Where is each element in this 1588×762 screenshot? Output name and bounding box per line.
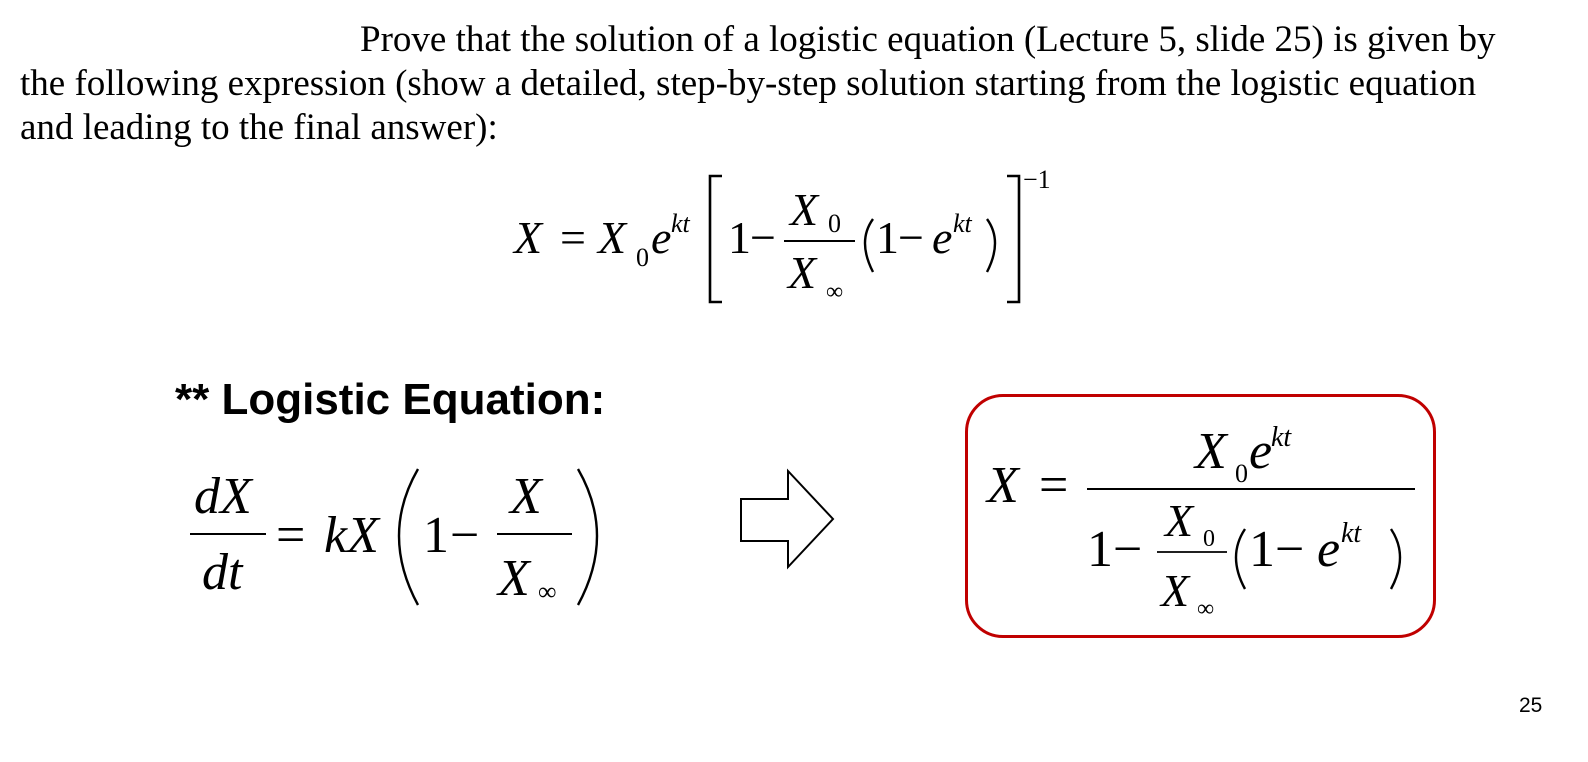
top-eq-e: e xyxy=(651,212,672,263)
top-eq-x0-sub: 0 xyxy=(636,243,649,272)
boxed-result-equation xyxy=(965,394,1436,638)
top-equation xyxy=(0,0,1588,330)
boxed-eq-den-minus: − xyxy=(1113,521,1143,578)
boxed-eq-inner-e: e xyxy=(1317,521,1341,578)
top-eq-frac-num: X xyxy=(790,184,819,235)
boxed-eq-frac-num-sub: 0 xyxy=(1203,526,1215,552)
logistic-equation-heading: ** Logistic Equation: xyxy=(175,375,606,424)
page-number: 25 xyxy=(1519,694,1543,717)
boxed-eq-inner-minus: − xyxy=(1275,521,1305,578)
logistic-eq-kx: kX xyxy=(324,507,379,564)
logistic-eq-right-paren xyxy=(578,469,597,605)
boxed-eq-lhs: X xyxy=(987,457,1019,514)
logistic-eq-frac-num: X xyxy=(510,468,542,525)
top-eq-lhs: X xyxy=(514,212,543,263)
boxed-eq-inner-one: 1 xyxy=(1249,521,1275,578)
logistic-eq-one: 1 xyxy=(423,507,449,564)
boxed-eq-num-e: e xyxy=(1249,423,1273,480)
boxed-eq-equals: = xyxy=(1039,457,1069,514)
boxed-eq-left-paren xyxy=(1236,529,1245,589)
problem-line-1: Prove that the solution of a logistic equation (Lecture 5, slide 25) is given by xyxy=(360,19,1496,60)
logistic-eq-frac-den: X xyxy=(498,550,530,607)
top-eq-frac-den-sub: ∞ xyxy=(826,279,844,305)
boxed-eq-den-one: 1 xyxy=(1087,521,1113,578)
top-eq-left-bracket xyxy=(710,176,722,302)
logistic-eq-minus: − xyxy=(450,507,480,564)
top-eq-inner-e: e xyxy=(932,212,953,263)
boxed-eq-num-kt: kt xyxy=(1271,422,1292,453)
top-eq-left-paren xyxy=(865,219,873,272)
boxed-eq-frac-num: X xyxy=(1165,495,1194,546)
logistic-eq-num: dX xyxy=(194,468,252,525)
boxed-eq-inner-kt: kt xyxy=(1341,518,1362,549)
top-eq-right-bracket xyxy=(1007,176,1019,302)
top-eq-kt: kt xyxy=(671,209,690,238)
top-eq-frac-den: X xyxy=(788,247,817,298)
boxed-eq-num-sub: 0 xyxy=(1235,459,1248,488)
top-eq-inner-kt: kt xyxy=(953,209,972,238)
boxed-eq-num-x: X xyxy=(1195,423,1227,480)
logistic-equation xyxy=(160,455,620,625)
logistic-eq-den: dt xyxy=(202,544,243,601)
logistic-eq-left-paren xyxy=(399,469,418,605)
boxed-eq-right-paren xyxy=(1391,529,1400,589)
top-eq-inner-one: 1 xyxy=(876,212,899,263)
top-eq-inner-minus: − xyxy=(898,212,924,263)
right-arrow-outline-icon xyxy=(738,468,838,572)
logistic-eq-frac-den-sub: ∞ xyxy=(538,577,557,606)
boxed-eq-frac-den-sub: ∞ xyxy=(1197,596,1215,622)
top-eq-exponent: −1 xyxy=(1023,165,1051,194)
logistic-eq-equals: = xyxy=(276,507,306,564)
top-eq-one: 1 xyxy=(728,212,751,263)
top-eq-frac-num-sub: 0 xyxy=(828,209,841,238)
boxed-eq-frac-den: X xyxy=(1161,565,1190,616)
problem-line-3: and leading to the final answer): xyxy=(20,107,498,148)
top-eq-right-paren xyxy=(987,219,995,272)
top-eq-equals: = xyxy=(560,212,586,263)
top-eq-x0: X xyxy=(598,212,627,263)
top-eq-minus: − xyxy=(750,212,776,263)
problem-line-2: the following expression (show a detailed, step-by-step solution starting from the logistic equation xyxy=(20,63,1477,104)
